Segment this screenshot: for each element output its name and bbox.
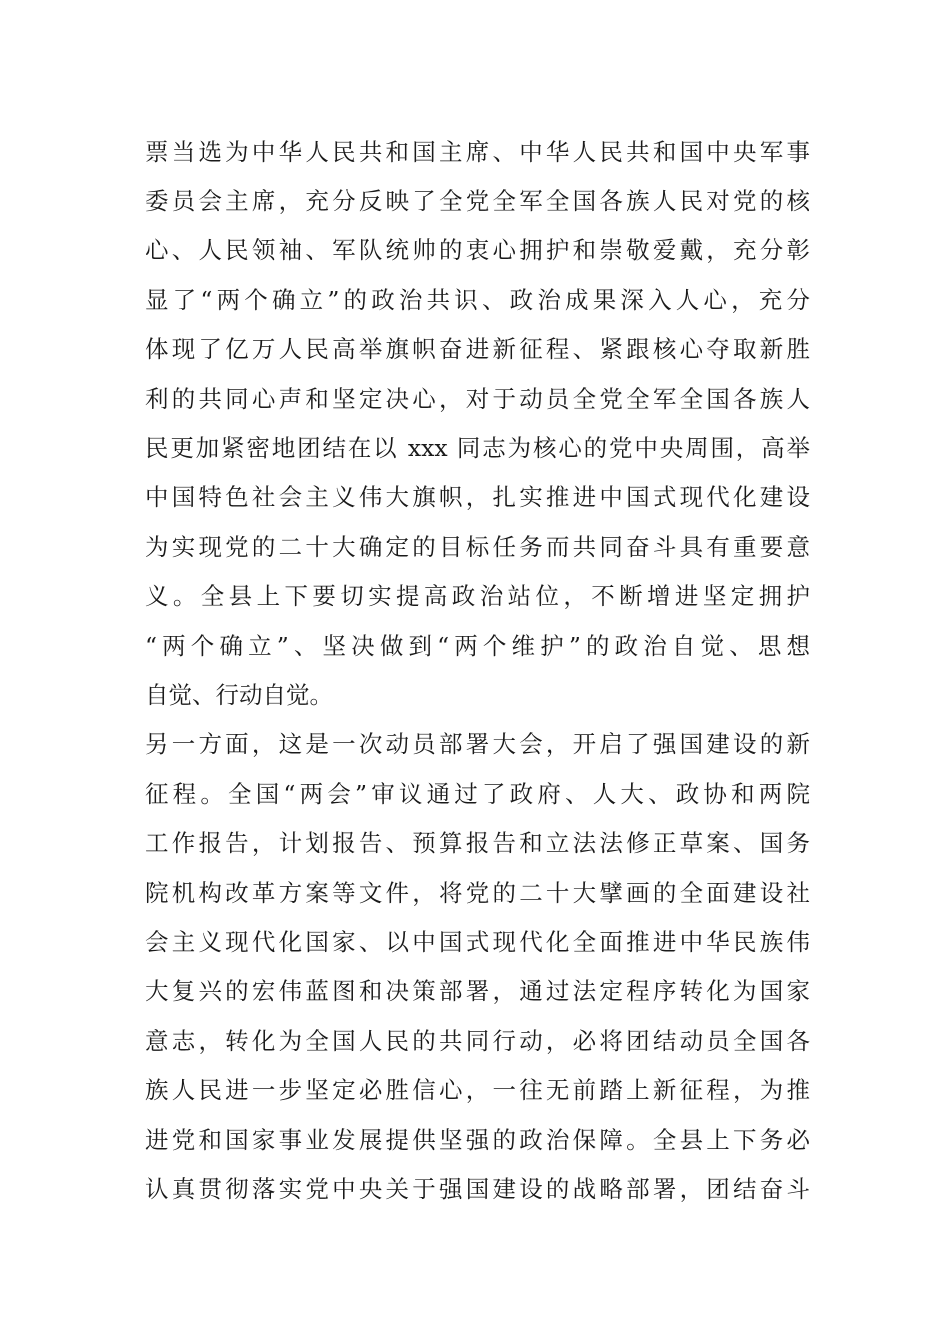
text-line: 意志，转化为全国人民的共同行动，必将团结动员全国各: [145, 1027, 810, 1055]
paragraph-start-line: 另一方面，这是一次动员部署大会，开启了强国建设的新: [145, 730, 810, 758]
text-line: “两个确立”、坚决做到“两个维护”的政治自觉、思想: [145, 632, 810, 660]
text-line: 票当选为中华人民共和国主席、中华人民共和国中央军事: [145, 138, 810, 166]
text-line: 工作报告，计划报告、预算报告和立法法修正草案、国务: [145, 829, 810, 857]
text-line: 进党和国家事业发展提供坚强的政治保障。全县上下务必: [145, 1126, 810, 1154]
text-line: 会主义现代化国家、以中国式现代化全面推进中华民族伟: [145, 928, 810, 956]
text-line: 征程。全国“两会”审议通过了政府、人大、政协和两院: [145, 780, 810, 808]
text-line: 委员会主席，充分反映了全党全军全国各族人民对党的核: [145, 187, 810, 215]
text-line: 大复兴的宏伟蓝图和决策部署，通过法定程序转化为国家: [145, 977, 810, 1005]
text-line: 为实现党的二十大确定的目标任务而共同奋斗具有重要意: [145, 533, 810, 561]
text-line: 中国特色社会主义伟大旗帜，扎实推进中国式现代化建设: [145, 483, 810, 511]
text-line: 族人民进一步坚定必胜信心，一往无前踏上新征程，为推: [145, 1076, 810, 1104]
text-line: 义。全县上下要切实提高政治站位，不断增进坚定拥护: [145, 582, 810, 610]
text-line: 民更加紧密地团结在以 xxx 同志为核心的党中央周围，高举: [145, 434, 810, 462]
text-line: 心、人民领袖、军队统帅的衷心拥护和崇敬爱戴，充分彰: [145, 236, 810, 264]
text-line: 利的共同心声和坚定决心，对于动员全党全军全国各族人: [145, 385, 810, 413]
text-line: 院机构改革方案等文件，将党的二十大擘画的全面建设社: [145, 879, 810, 907]
text-line: 显了“两个确立”的政治共识、政治成果深入人心，充分: [145, 286, 810, 314]
text-line: 自觉、行动自觉。: [145, 681, 333, 709]
text-line: 认真贯彻落实党中央关于强国建设的战略部署，团结奋斗: [145, 1175, 810, 1203]
text-line: 体现了亿万人民高举旗帜奋进新征程、紧跟核心夺取新胜: [145, 335, 810, 363]
